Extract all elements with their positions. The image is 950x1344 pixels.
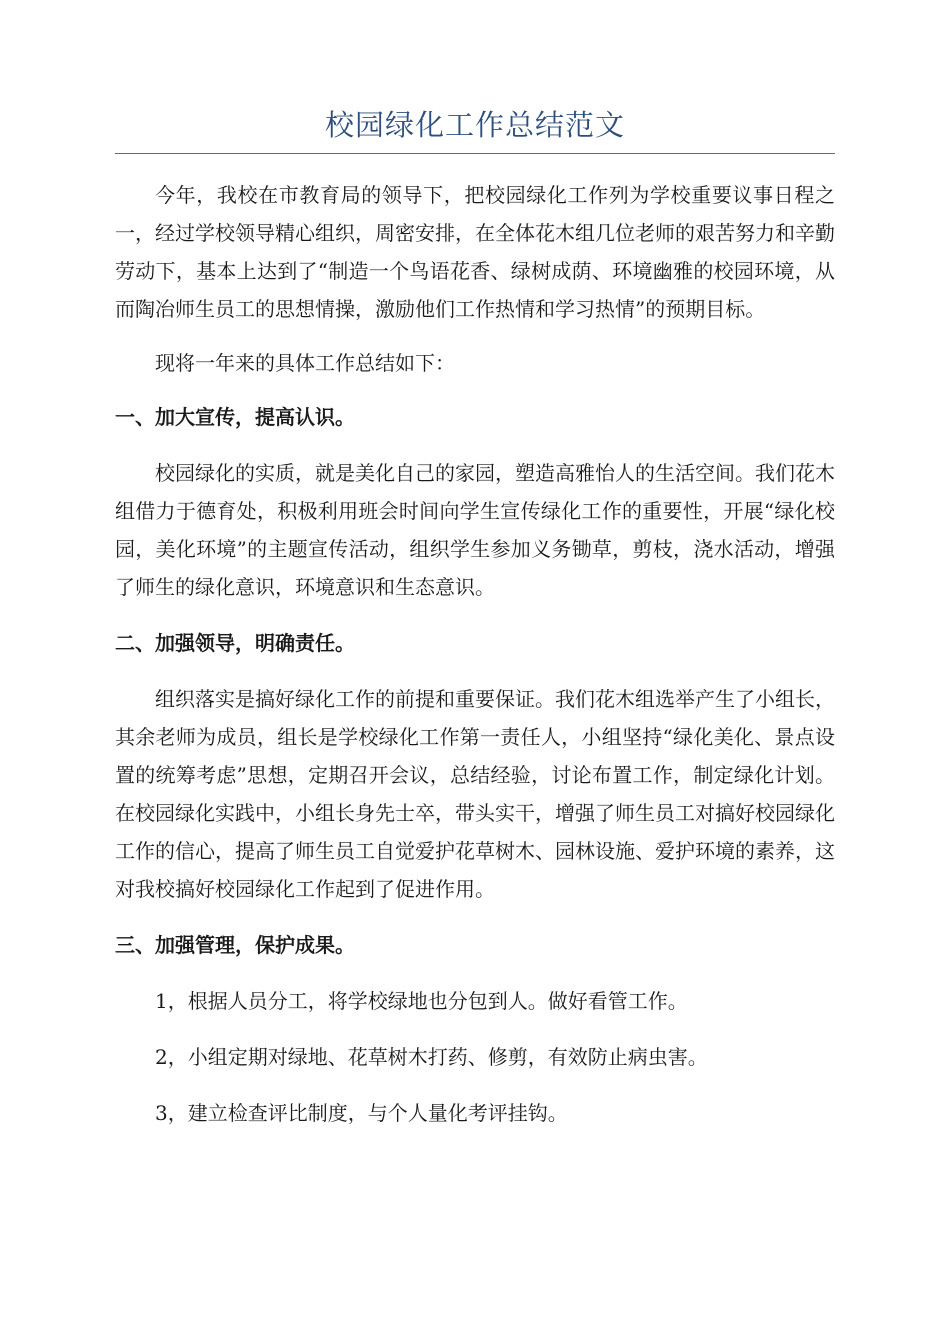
section-body-1: 校园绿化的实质，就是美化自己的家园，塑造高雅怡人的生活空间。我们花木组借力于德育处，积极利用班会时间向学生宣传绿化工作的重要性，开展“绿化校园，美化环境”的主题宣传活动，组织学生参加义务锄草，剪枝，浇水活动，增强了师生的绿化意识，环境意识和生态意识。 bbox=[115, 461, 835, 599]
section-body-2: 组织落实是搞好绿化工作的前提和重要保证。我们花木组选举产生了小组长，其余老师为成员，组长是学校绿化工作第一责任人，小组坚持“绿化美化、景点设置的统筹考虑”思想，定期召开会议，总结经验，讨论布置工作，制定绿化计划。在校园绿化实践中，小组长身先士卒，带头实干，增强了师生员工对搞好校园绿化工作的信心，提高了师生员工自觉爱护花草树木、园林设施、爱护环境的素养，这对我校搞好校园绿化工作起到了促进作用。 bbox=[115, 687, 835, 901]
summary-lead: 现将一年来的具体工作总结如下： bbox=[155, 351, 455, 375]
section-heading-1: 一、加大宣传，提高认识。 bbox=[115, 405, 355, 429]
section-heading-2: 二、加强领导，明确责任。 bbox=[115, 631, 355, 655]
list-item: 3，建立检查评比制度，与个人量化考评挂钩。 bbox=[155, 1101, 568, 1125]
intro-paragraph: 今年，我校在市教育局的领导下，把校园绿化工作列为学校重要议事日程之一，经过学校领导精心组织，周密安排，在全体花木组几位老师的艰苦努力和辛勤劳动下，基本上达到了“制造一个鸟语花香、绿树成荫、环境幽雅的校园环境，从而陶冶师生员工的思想情操，激励他们工作热情和学习热情”的预期目标。 bbox=[115, 183, 835, 321]
document-page bbox=[115, 105, 835, 1132]
document-title: 校园绿化工作总结范文 bbox=[324, 108, 625, 142]
section-heading-3: 三、加强管理，保护成果。 bbox=[115, 933, 355, 957]
list-item: 1，根据人员分工，将学校绿地也分包到人。做好看管工作。 bbox=[155, 989, 688, 1013]
list-item: 2，小组定期对绿地、花草树木打药、修剪，有效防止病虫害。 bbox=[155, 1045, 708, 1069]
